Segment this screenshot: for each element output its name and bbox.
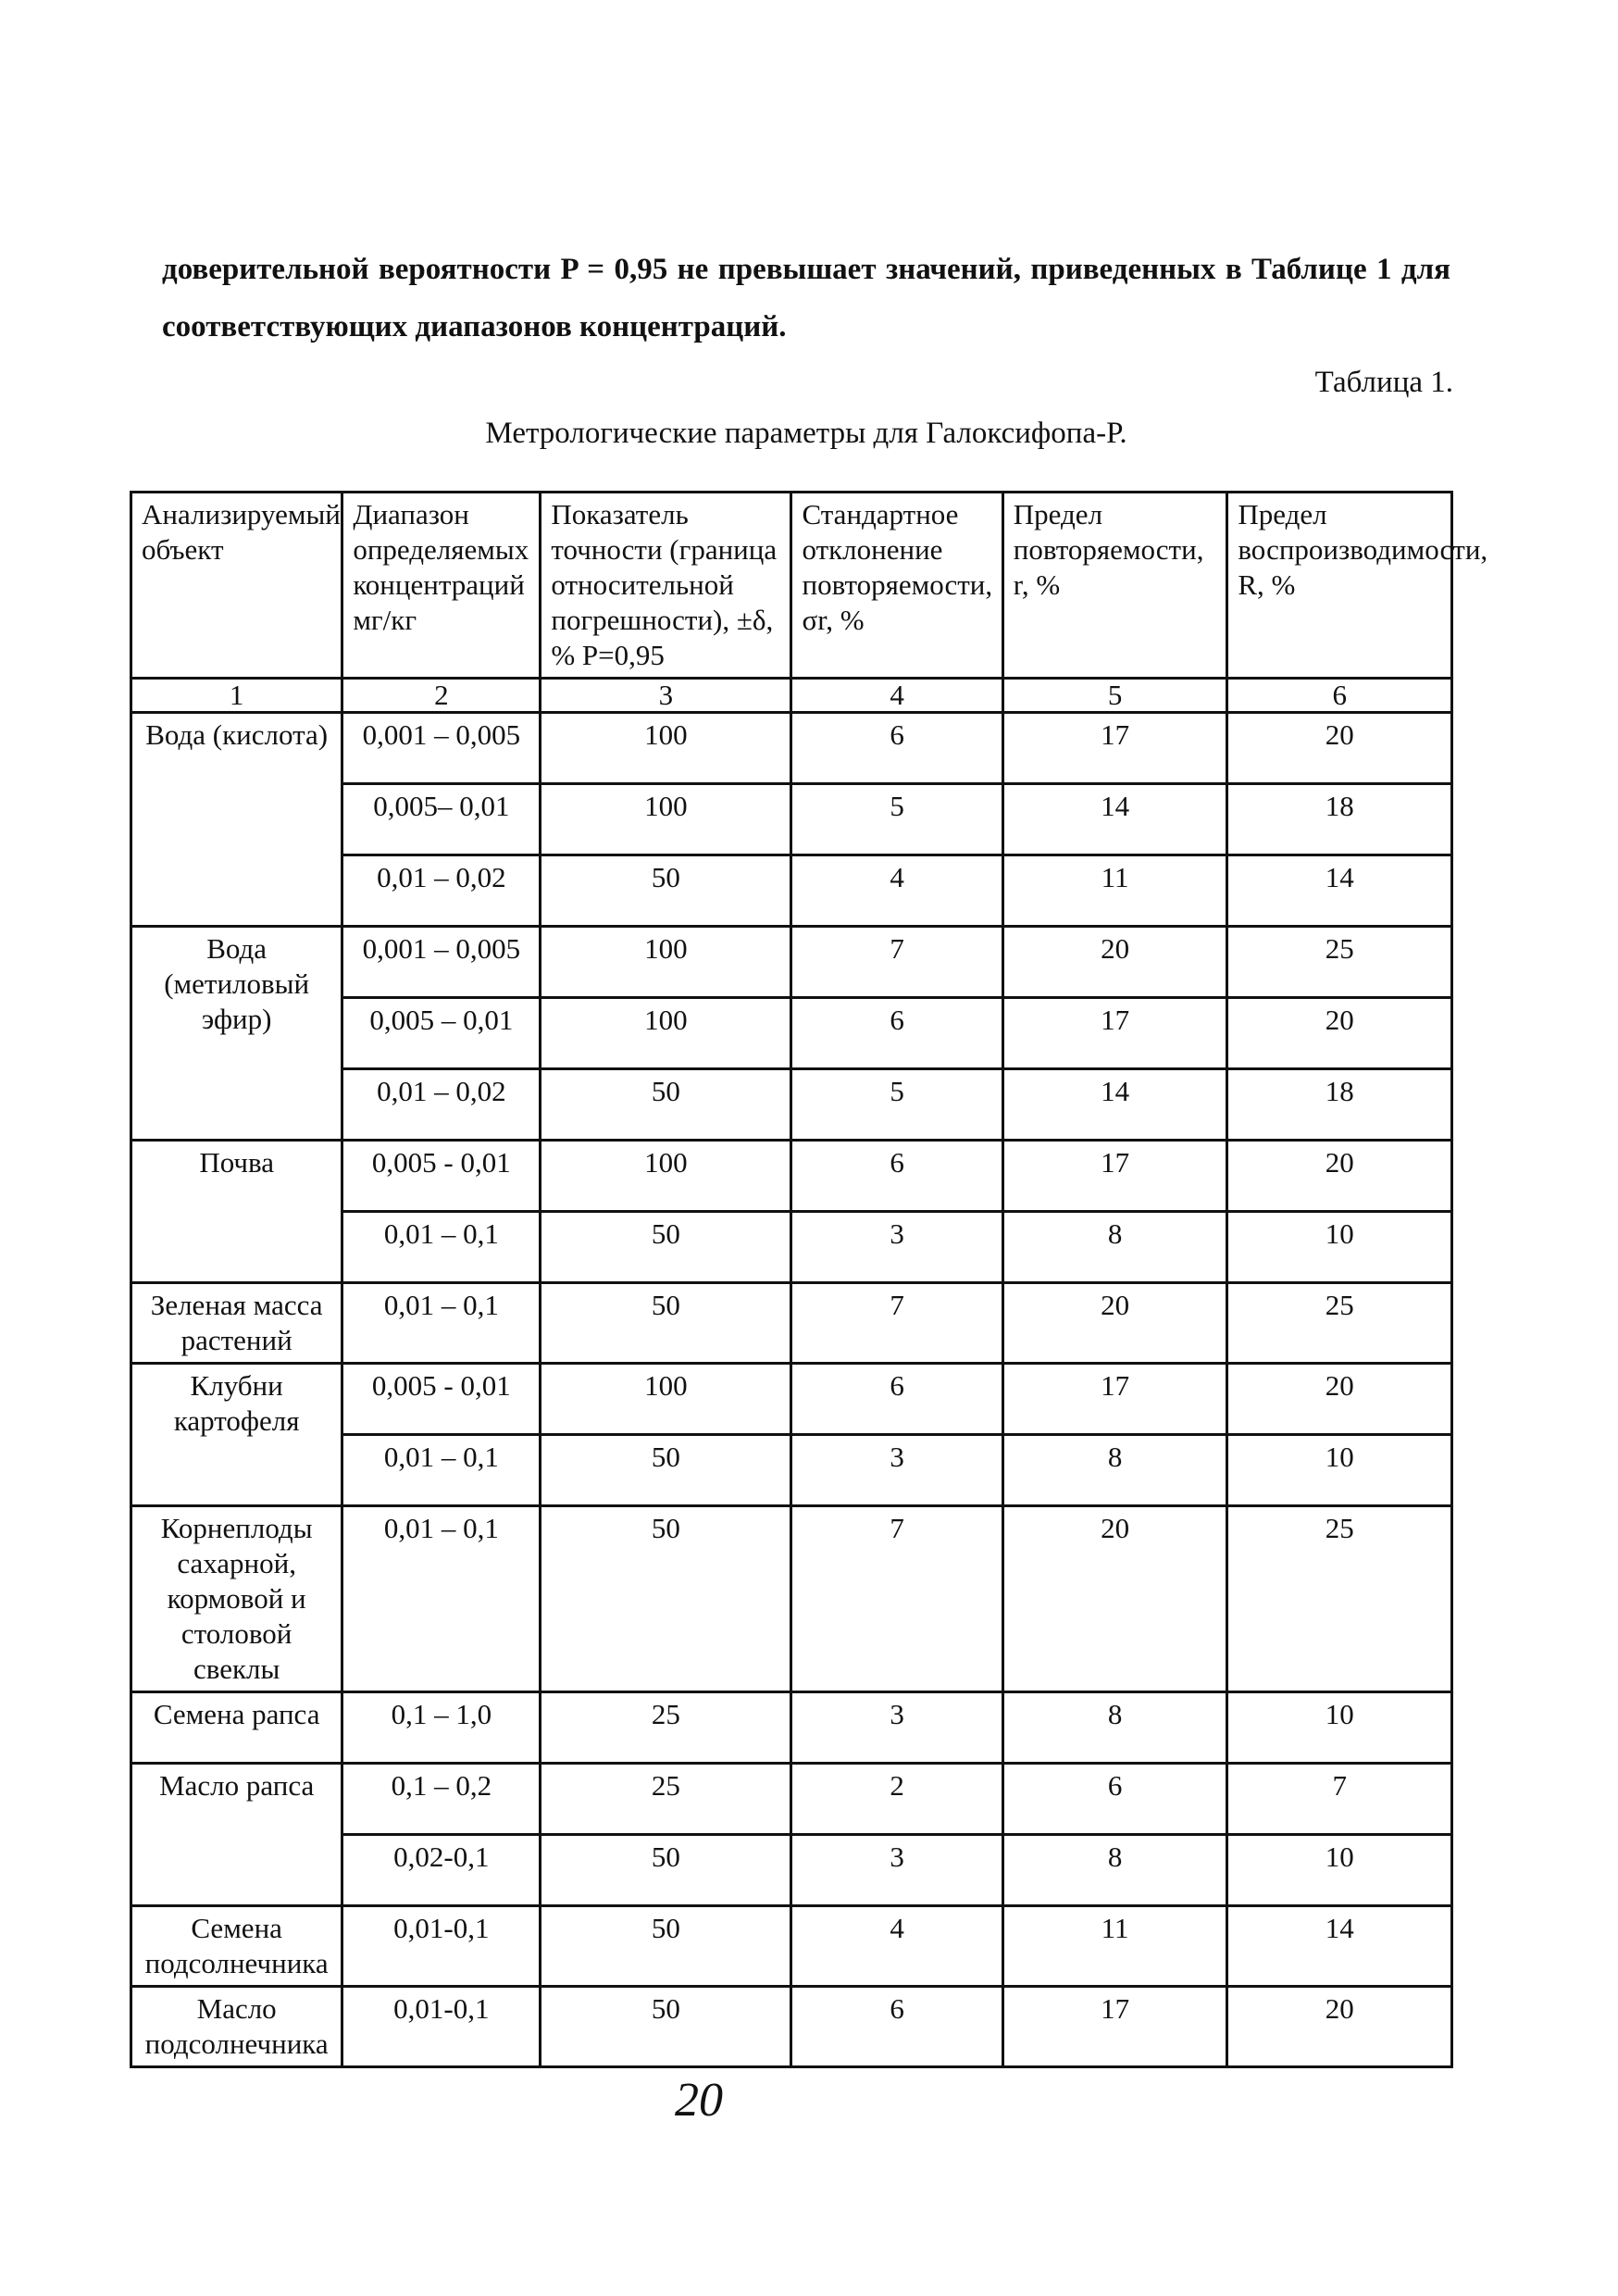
- std-cell: 6: [791, 1141, 1002, 1212]
- accuracy-cell: 100: [541, 784, 791, 855]
- std-cell: 7: [791, 1506, 1002, 1692]
- reproducibility-cell: 10: [1227, 1692, 1452, 1764]
- range-cell: 0,01-0,1: [342, 1906, 541, 1987]
- table-row: [131, 927, 1452, 998]
- table-row: [131, 1364, 1452, 1435]
- object-cell: Масло рапса: [131, 1764, 342, 1906]
- reproducibility-cell: 10: [1227, 1435, 1452, 1506]
- range-cell: 0,1 – 0,2: [342, 1764, 541, 1835]
- repeatability-cell: 20: [1002, 1506, 1227, 1692]
- repeatability-cell: 17: [1002, 713, 1227, 784]
- std-cell: 6: [791, 1364, 1002, 1435]
- header-accuracy: Показатель точности (граница относительной погрешности), ±δ, % P=0,95: [541, 493, 791, 679]
- object-cell: Зеленая масса растений: [131, 1283, 342, 1364]
- object-cell: Почва: [131, 1141, 342, 1283]
- std-cell: 2: [791, 1764, 1002, 1835]
- object-cell: Семена подсолнечника: [131, 1906, 342, 1987]
- repeatability-cell: 14: [1002, 1069, 1227, 1141]
- repeatability-cell: 8: [1002, 1835, 1227, 1906]
- accuracy-cell: 50: [541, 1506, 791, 1692]
- range-cell: 0,01 – 0,02: [342, 1069, 541, 1141]
- table-row: [131, 1692, 1452, 1764]
- reproducibility-cell: 10: [1227, 1212, 1452, 1283]
- std-cell: 6: [791, 1987, 1002, 2067]
- repeatability-cell: 17: [1002, 1141, 1227, 1212]
- range-cell: 0,005– 0,01: [342, 784, 541, 855]
- accuracy-cell: 50: [541, 855, 791, 927]
- accuracy-cell: 50: [541, 1906, 791, 1987]
- reproducibility-cell: 20: [1227, 1987, 1452, 2067]
- reproducibility-cell: 7: [1227, 1764, 1452, 1835]
- object-cell: Клубни картофеля: [131, 1364, 342, 1506]
- column-number: 4: [791, 679, 1002, 713]
- reproducibility-cell: 25: [1227, 1506, 1452, 1692]
- svg-text:20: 20: [675, 2074, 723, 2127]
- range-cell: 0,01 – 0,02: [342, 855, 541, 927]
- object-cell: Корнеплоды сахарной, кормовой и столовой свеклы: [131, 1506, 342, 1692]
- accuracy-cell: 50: [541, 1283, 791, 1364]
- metrology-table: [130, 491, 1488, 2068]
- reproducibility-cell: 20: [1227, 1364, 1452, 1435]
- object-cell: Вода (метиловый эфир): [131, 927, 342, 1141]
- std-cell: 6: [791, 998, 1002, 1069]
- std-cell: 7: [791, 927, 1002, 998]
- header-reproducibility-limit: Предел воспроизводимости, R, %: [1227, 493, 1452, 679]
- accuracy-cell: 50: [541, 1069, 791, 1141]
- table-header-row: [131, 493, 1452, 679]
- range-cell: 0,1 – 1,0: [342, 1692, 541, 1764]
- accuracy-cell: 25: [541, 1764, 791, 1835]
- std-cell: 3: [791, 1692, 1002, 1764]
- repeatability-cell: 8: [1002, 1692, 1227, 1764]
- table-row: [131, 1506, 1452, 1692]
- reproducibility-cell: 20: [1227, 1141, 1452, 1212]
- column-number: 1: [131, 679, 342, 713]
- table-row: [131, 1764, 1452, 1835]
- range-cell: 0,01 – 0,1: [342, 1435, 541, 1506]
- accuracy-cell: 100: [541, 1364, 791, 1435]
- column-number-row: [131, 679, 1452, 713]
- reproducibility-cell: 25: [1227, 927, 1452, 998]
- intro-paragraph: доверительной вероятности P = 0,95 не превышает значений, приведенных в Таблице 1 для соответствующих диапазонов концентраций.: [162, 253, 1450, 343]
- accuracy-cell: 100: [541, 998, 791, 1069]
- std-cell: 5: [791, 784, 1002, 855]
- repeatability-cell: 14: [1002, 784, 1227, 855]
- repeatability-cell: 17: [1002, 1364, 1227, 1435]
- range-cell: 0,01 – 0,1: [342, 1212, 541, 1283]
- range-cell: 0,001 – 0,005: [342, 927, 541, 998]
- reproducibility-cell: 14: [1227, 855, 1452, 927]
- column-number: 5: [1002, 679, 1227, 713]
- std-cell: 3: [791, 1435, 1002, 1506]
- header-repeatability-limit: Предел повторяемости, r, %: [1002, 493, 1227, 679]
- accuracy-cell: 100: [541, 927, 791, 998]
- repeatability-cell: 8: [1002, 1435, 1227, 1506]
- reproducibility-cell: 18: [1227, 784, 1452, 855]
- accuracy-cell: 50: [541, 1212, 791, 1283]
- std-cell: 4: [791, 855, 1002, 927]
- accuracy-cell: 25: [541, 1692, 791, 1764]
- reproducibility-cell: 18: [1227, 1069, 1452, 1141]
- repeatability-cell: 20: [1002, 927, 1227, 998]
- object-cell: Масло подсолнечника: [131, 1987, 342, 2067]
- std-cell: 5: [791, 1069, 1002, 1141]
- repeatability-cell: 11: [1002, 855, 1227, 927]
- range-cell: 0,005 - 0,01: [342, 1364, 541, 1435]
- range-cell: 0,001 – 0,005: [342, 713, 541, 784]
- object-cell: Вода (кислота): [131, 713, 342, 927]
- range-cell: 0,02-0,1: [342, 1835, 541, 1906]
- header-std-deviation: Стандартное отклонение повторяемости, σr, %: [791, 493, 1002, 679]
- column-number: 6: [1227, 679, 1452, 713]
- reproducibility-cell: 14: [1227, 1906, 1452, 1987]
- column-number: 2: [342, 679, 541, 713]
- std-cell: 7: [791, 1283, 1002, 1364]
- repeatability-cell: 6: [1002, 1764, 1227, 1835]
- reproducibility-cell: 20: [1227, 998, 1452, 1069]
- column-number: 3: [541, 679, 791, 713]
- handwritten-page-number: [648, 2069, 750, 2134]
- table-row: [131, 1987, 1452, 2067]
- repeatability-cell: 17: [1002, 998, 1227, 1069]
- range-cell: 0,01-0,1: [342, 1987, 541, 2067]
- repeatability-cell: 17: [1002, 1987, 1227, 2067]
- range-cell: 0,005 - 0,01: [342, 1141, 541, 1212]
- repeatability-cell: 11: [1002, 1906, 1227, 1987]
- object-cell: Семена рапса: [131, 1692, 342, 1764]
- reproducibility-cell: 20: [1227, 713, 1452, 784]
- accuracy-cell: 50: [541, 1435, 791, 1506]
- range-cell: 0,005 – 0,01: [342, 998, 541, 1069]
- header-object: Анализируемый объект: [131, 493, 342, 679]
- reproducibility-cell: 25: [1227, 1283, 1452, 1364]
- reproducibility-cell: 10: [1227, 1835, 1452, 1906]
- header-range: Диапазон определяемых концентраций мг/кг: [342, 493, 541, 679]
- table-row: [131, 1283, 1452, 1364]
- table-row: [131, 1141, 1452, 1212]
- std-cell: 3: [791, 1212, 1002, 1283]
- accuracy-cell: 50: [541, 1987, 791, 2067]
- table-title: Метрологические параметры для Галоксифопа-Р.: [485, 417, 1127, 450]
- table-number: Таблица 1.: [1314, 366, 1453, 399]
- accuracy-cell: 100: [541, 713, 791, 784]
- range-cell: 0,01 – 0,1: [342, 1283, 541, 1364]
- repeatability-cell: 20: [1002, 1283, 1227, 1364]
- std-cell: 3: [791, 1835, 1002, 1906]
- accuracy-cell: 50: [541, 1835, 791, 1906]
- accuracy-cell: 100: [541, 1141, 791, 1212]
- table-row: [131, 713, 1452, 784]
- range-cell: 0,01 – 0,1: [342, 1506, 541, 1692]
- table-row: [131, 1906, 1452, 1987]
- repeatability-cell: 8: [1002, 1212, 1227, 1283]
- std-cell: 6: [791, 713, 1002, 784]
- std-cell: 4: [791, 1906, 1002, 1987]
